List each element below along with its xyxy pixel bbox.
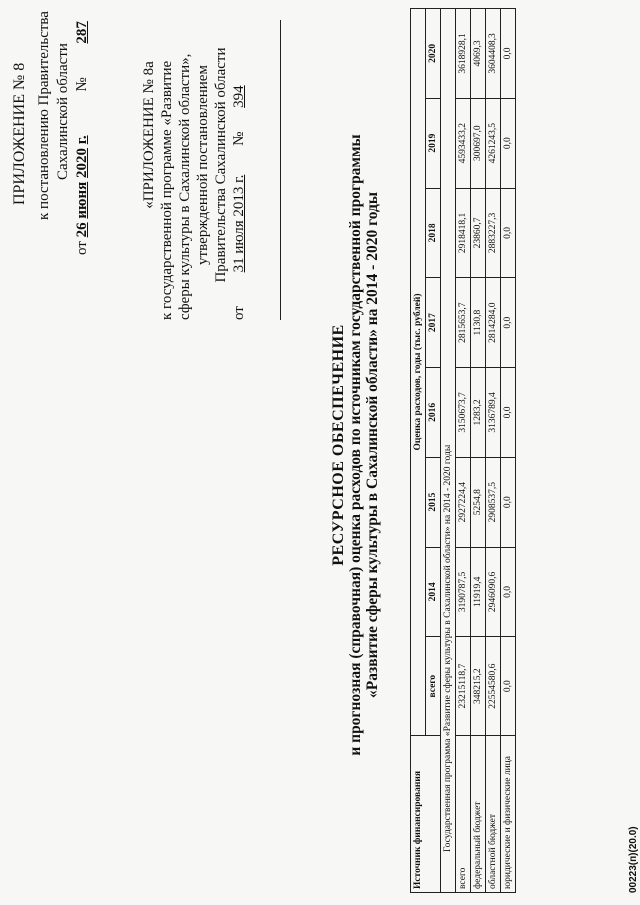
col-header: 2017 (426, 278, 441, 368)
cell: 1130,8 (471, 278, 486, 368)
row-label: юридические и физические лица (501, 736, 516, 893)
cell: 3136789,4 (486, 368, 501, 458)
appendix-year: 2020 (74, 148, 90, 179)
cell: 2908537,5 (486, 457, 501, 547)
row-label: областной бюджет (486, 736, 501, 893)
appendix-year-suffix: г. (74, 135, 90, 145)
row-label: федеральный бюджет (471, 736, 486, 893)
heading-line3: «Развитие сферы культуры в Сахалинской области» на 2014 - 2020 годы (364, 192, 381, 698)
appendix-block (10, 11, 92, 315)
cell: 2883227,3 (486, 188, 501, 278)
source-header: Источник финансирования (411, 736, 441, 893)
col-header: 2015 (426, 457, 441, 547)
cell: 0,0 (501, 457, 516, 547)
program-title: Государственная программа «Развитие сферы культуры в Сахалинской области» на 2014 - 2020 годы (441, 9, 456, 893)
resource-table (410, 8, 516, 893)
program-row (441, 9, 456, 893)
appendix2-date-prefix: от (231, 306, 247, 320)
appendix2-line4: Правительства Сахалинской области (213, 47, 229, 283)
cell: 4261243,5 (486, 98, 501, 188)
appendix2-title: «ПРИЛОЖЕНИЕ № 8а (141, 61, 157, 209)
appendix-line2: Сахалинской области (55, 43, 71, 180)
cell: 22554580,6 (486, 637, 501, 736)
cell: 23860,7 (471, 188, 486, 278)
appendix2-number: 394 (231, 85, 247, 108)
cell: 2814284,0 (486, 278, 501, 368)
cell: 3190787,5 (456, 547, 471, 637)
cell: 2946090,6 (486, 547, 501, 637)
cell: 23215118,7 (456, 637, 471, 736)
appendix-line1: к постановлению Правительства (36, 11, 52, 220)
table-row (501, 9, 516, 893)
heading-line2: и прогнозная (справочная) оценка расходов по источникам государственной программы (347, 134, 364, 756)
cell: 2927224,4 (456, 457, 471, 547)
appendix2-num-label: № (231, 131, 247, 146)
heading-title: РЕСУРСНОЕ ОБЕСПЕЧЕНИЕ (330, 324, 347, 566)
cell: 348215,2 (471, 637, 486, 736)
appendix-title: ПРИЛОЖЕНИЕ № 8 (11, 62, 28, 205)
cell: 3150673,7 (456, 368, 471, 458)
cell: 0,0 (501, 278, 516, 368)
divider (280, 20, 281, 320)
cell: 3604408,3 (486, 9, 501, 99)
appendix2-line1: к государственной программе «Развитие (159, 60, 175, 320)
cell: 4069,3 (471, 9, 486, 99)
table-header-row (411, 9, 426, 893)
col-header: 2016 (426, 368, 441, 458)
appendix-num-label: № (74, 77, 90, 92)
appendix-day: 26 (74, 222, 90, 238)
table-row (456, 9, 471, 893)
appendix2-line3: утвержденной постановлением (195, 65, 211, 265)
cell: 0,0 (501, 188, 516, 278)
cell: 3618928,1 (456, 9, 471, 99)
col-header: 2018 (426, 188, 441, 278)
cell: 11919,4 (471, 547, 486, 637)
cell: 0,0 (501, 9, 516, 99)
cell: 0,0 (501, 98, 516, 188)
appendix2-date-line (230, 10, 248, 320)
appendix2-block (140, 10, 248, 320)
appendix-date-line (73, 15, 92, 315)
appendix2-date: 31 июля 2013 г. (231, 174, 247, 273)
cell: 0,0 (501, 368, 516, 458)
cell: 0,0 (501, 637, 516, 736)
col-header: 2019 (426, 98, 441, 188)
cell: 2815653,7 (456, 278, 471, 368)
cell: 1283,2 (471, 368, 486, 458)
footer-code: 00223(п)(20.0) (628, 826, 639, 893)
table-row (471, 9, 486, 893)
col-header: 2020 (426, 9, 441, 99)
cell: 5254,8 (471, 457, 486, 547)
cell: 4593433,2 (456, 98, 471, 188)
appendix-month: июня (74, 181, 90, 219)
document-heading (330, 85, 381, 805)
cell: 2918418,1 (456, 188, 471, 278)
appendix2-line2: сферы культуры в Сахалинской области», (177, 53, 193, 320)
cell: 300697,0 (471, 98, 486, 188)
col-header: 2014 (426, 547, 441, 637)
table-row (486, 9, 501, 893)
row-label: всего (456, 736, 471, 893)
col-header: всего (426, 637, 441, 736)
appendix-number: 287 (74, 21, 90, 44)
estimate-header: Оценка расходов, годы (тыс. рублей) (411, 9, 426, 736)
cell: 0,0 (501, 547, 516, 637)
appendix-date-prefix: от (74, 241, 90, 255)
